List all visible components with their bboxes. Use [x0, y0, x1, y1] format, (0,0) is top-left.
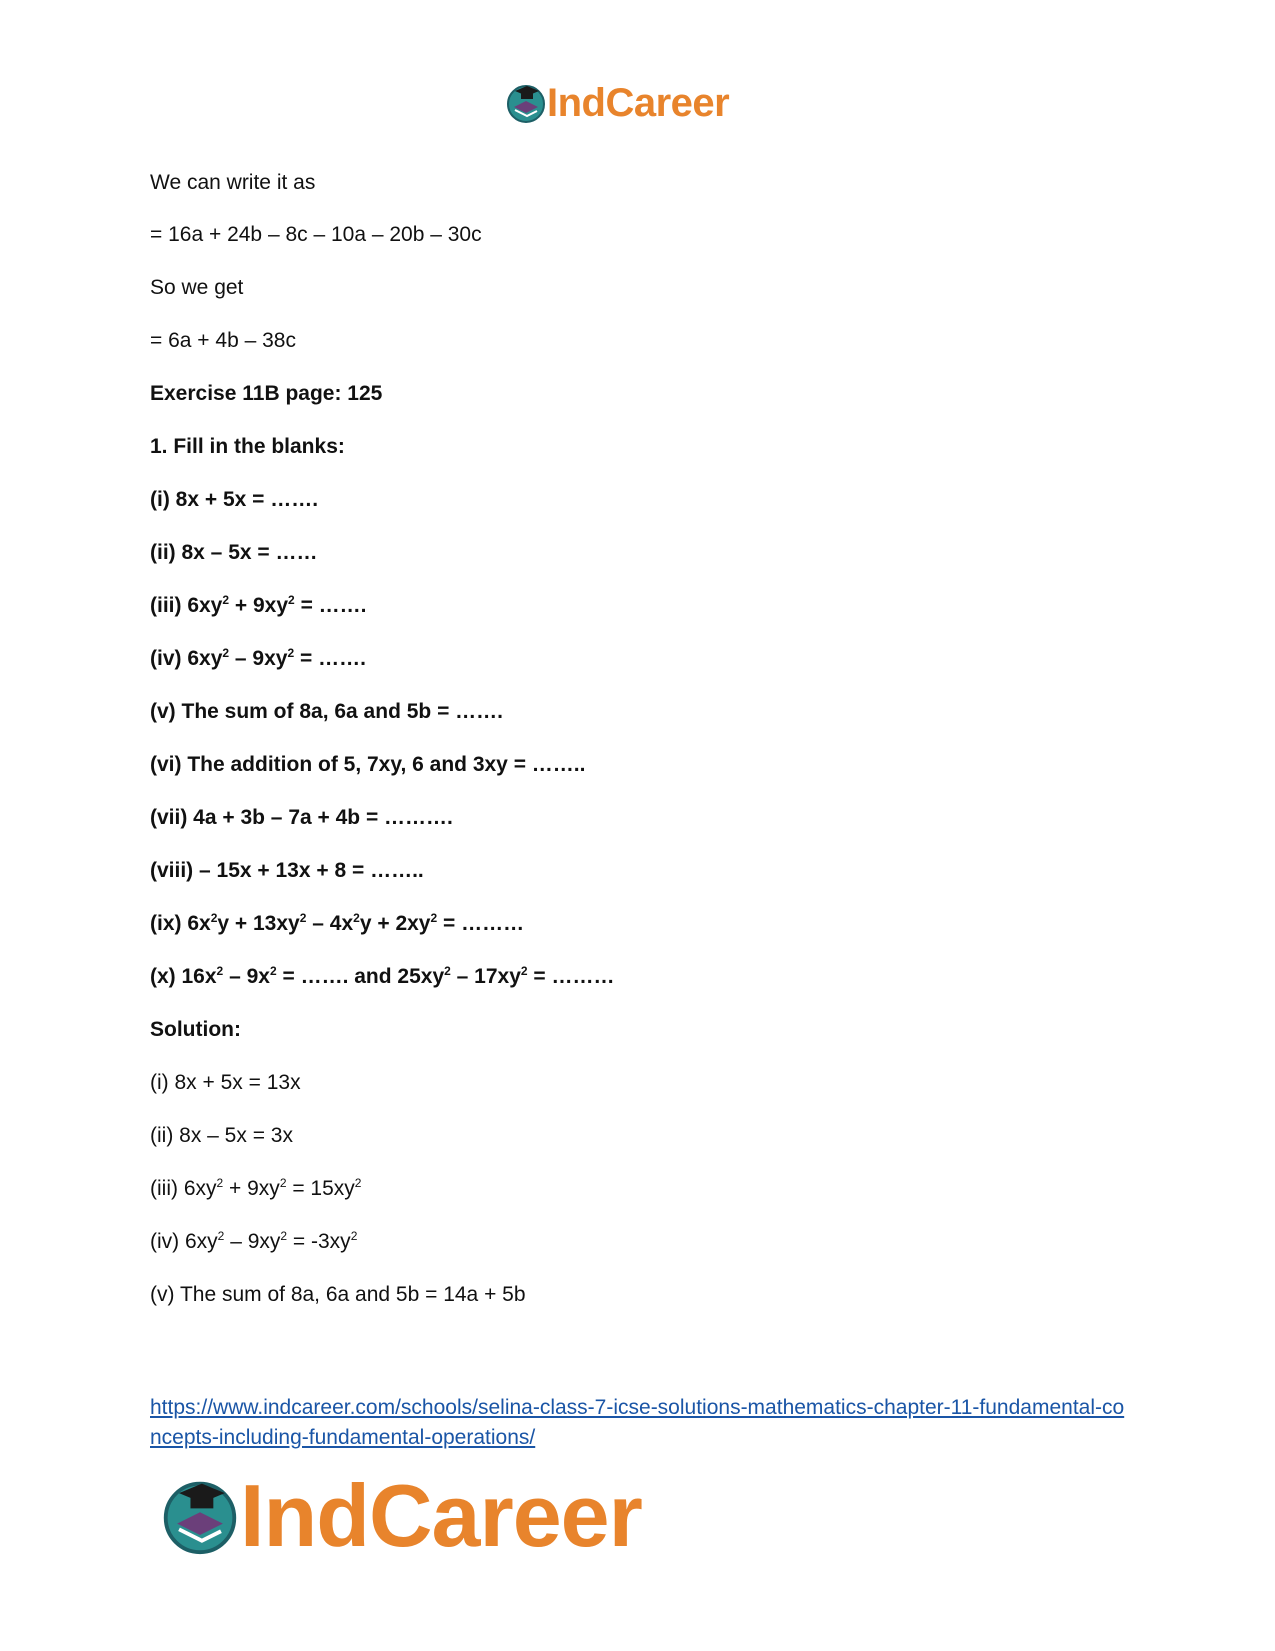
question-item: (ix) $6x^2y + 13xy^2 - 4x^2y + 2xy^2$ = ……… [150, 911, 525, 935]
text-line: So we get [150, 276, 244, 299]
question-item: (vi) The addition of 5, 7xy, 6 and 3xy = …….. [150, 753, 586, 776]
globe-graduation-icon [160, 1476, 240, 1556]
text-line: We can write it as [150, 171, 316, 194]
question-heading: 1. Fill in the blanks: [150, 435, 345, 458]
question-item: (iii) $6xy^2 + 9xy^2$ = ……. [150, 593, 367, 617]
solution-item: (iv) $6xy^2 - 9xy^2 = -3xy^2$ [150, 1229, 358, 1253]
question-item: (i) 8x + 5x = ……. [150, 488, 319, 511]
logo-text: IndCareer [547, 81, 730, 125]
text-line: = 16a + 24b – 8c – 10a – 20b – 30c [150, 223, 482, 246]
header-logo [505, 80, 729, 126]
globe-graduation-icon [505, 82, 547, 124]
logo-text: IndCareer [240, 1466, 642, 1565]
text-line: = 6a + 4b – 38c [150, 329, 296, 352]
solution-item: (v) The sum of 8a, 6a and 5b = 14a + 5b [150, 1283, 526, 1306]
source-link[interactable]: https://www.indcareer.com/schools/selina-class-7-icse-solutions-mathematics-chapter-11-fundamental-concepts-including-fundamental-operations/ [150, 1396, 1125, 1449]
exercise-heading: Exercise 11B page: 125 [150, 382, 383, 405]
question-item: (ii) 8x – 5x = …… [150, 541, 318, 564]
question-item: (iv) $6xy^2 - 9xy^2$ = ……. [150, 646, 366, 670]
question-item: (viii) – 15x + 13x + 8 = …….. [150, 859, 424, 882]
solution-item: (ii) 8x – 5x = 3x [150, 1124, 293, 1147]
solution-heading: Solution: [150, 1018, 241, 1041]
solution-item: (i) 8x + 5x = 13x [150, 1071, 301, 1094]
solution-item: (iii) $6xy^2 + 9xy^2 = 15xy^2$ [150, 1176, 362, 1200]
footer-logo [160, 1468, 642, 1564]
question-item: (vii) 4a + 3b – 7a + 4b = ………. [150, 806, 453, 829]
question-item: (x) $16x^2 - 9x^2$ = ……. and $25xy^2 - 17xy^2$ = ……… [150, 964, 615, 988]
question-item: (v) The sum of 8a, 6a and 5b = ……. [150, 700, 504, 723]
